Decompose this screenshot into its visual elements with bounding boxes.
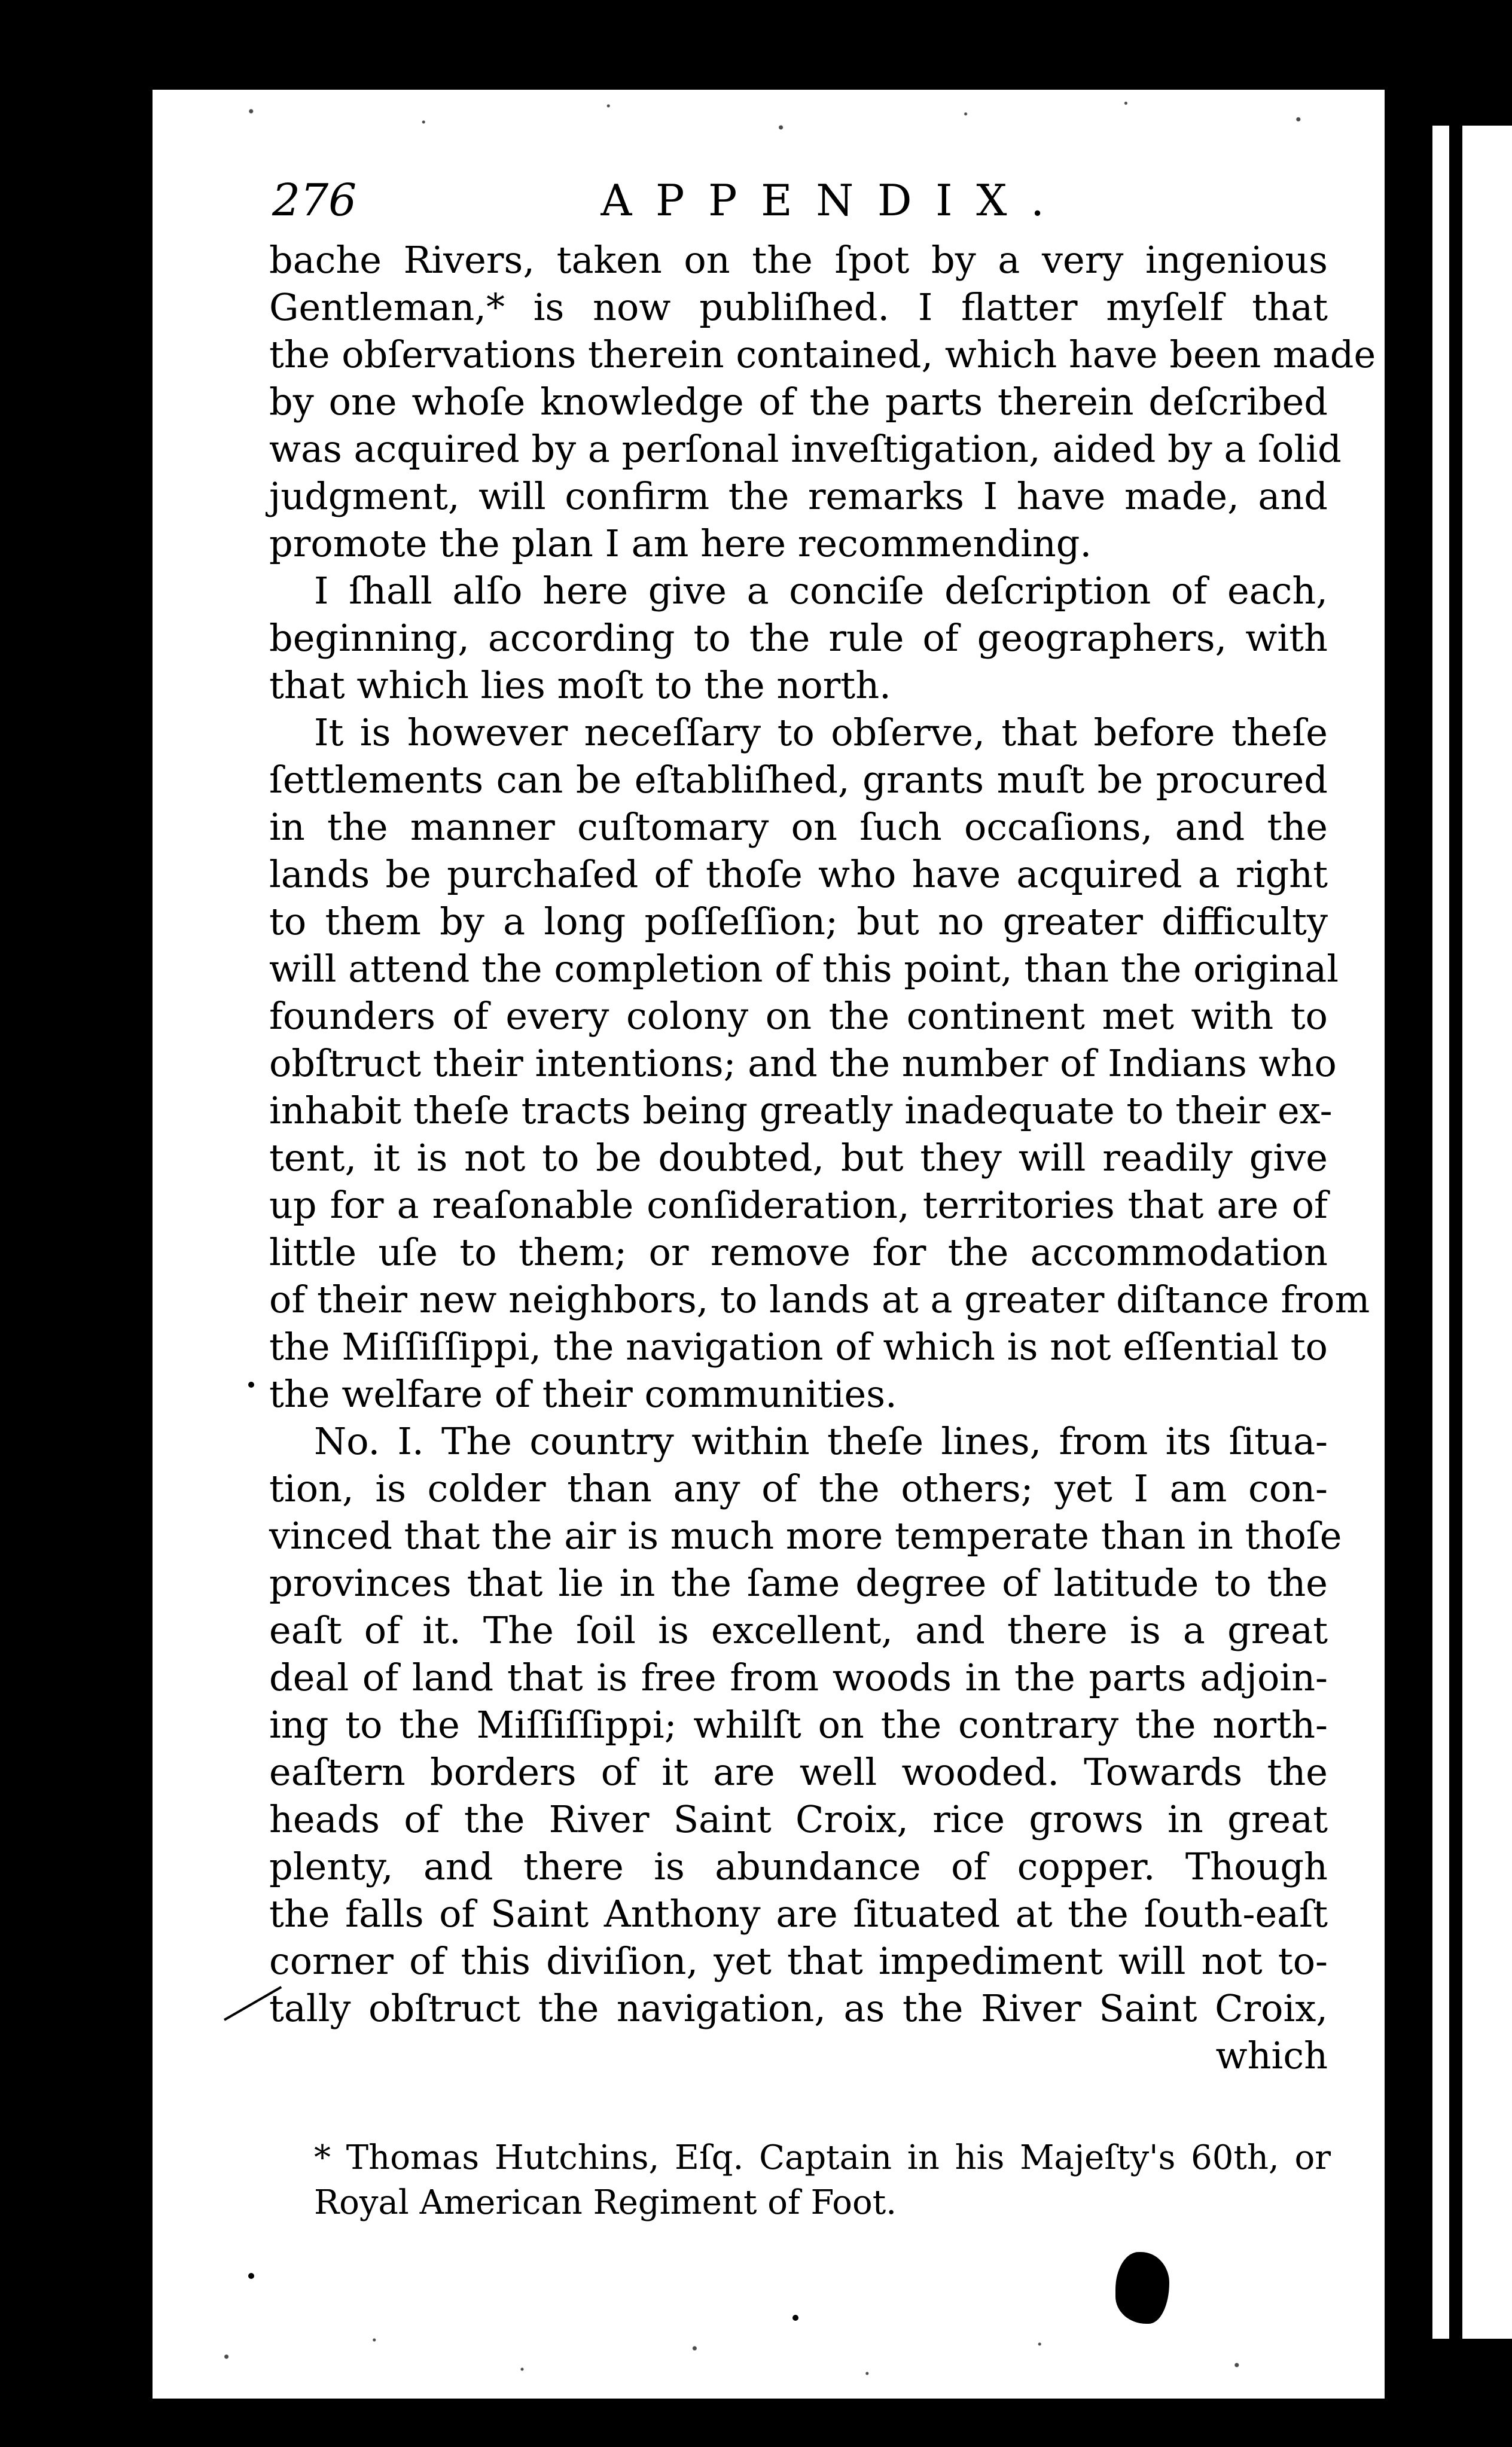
text-line: ſettlements can be eſtabliſhed, grants muſt be procured — [269, 758, 1328, 802]
text-line: No. I. The country within theſe lines, from its ſitua- — [314, 1419, 1328, 1463]
footnote-line: Royal American Regiment of Foot. — [314, 2183, 897, 2222]
margin-dot — [248, 2273, 254, 2279]
text-line: tion, is colder than any of the others; yet I am con- — [269, 1467, 1328, 1510]
text-line: deal of land that is free from woods in the parts adjoin- — [269, 1656, 1328, 1699]
text-line: heads of the River Saint Croix, rice grows in great — [269, 1797, 1328, 1841]
scan-noise-top — [153, 90, 1385, 144]
text-line: to them by a long poſſeſſion; but no greater difficulty — [269, 900, 1328, 943]
text-line: judgment, will confirm the remarks I have made, and — [269, 474, 1328, 518]
text-line: in the manner cuſtomary on ſuch occaſions, and the — [269, 805, 1328, 849]
text-line: tent, it is not to be doubted, but they will readily give — [269, 1136, 1328, 1180]
text-line: provinces that lie in the ſame degree of latitude to the — [269, 1561, 1328, 1605]
text-line: ing to the Miſſiſſippi; whilſt on the contrary the north- — [269, 1703, 1328, 1747]
text-line: the welfare of their communities. — [269, 1372, 897, 1416]
text-line: It is however neceſſary to obſerve, that before theſe — [314, 711, 1328, 754]
text-line: up for a reaſonable conſideration, territories that are of — [269, 1183, 1328, 1227]
ink-blot — [1115, 2252, 1169, 2324]
text-line: little uſe to them; or remove for the accommodation — [269, 1230, 1328, 1274]
text-line: tally obſtruct the navigation, as the River Saint Croix, — [269, 1986, 1328, 2030]
text-line: vinced that the air is much more temperate than in thoſe — [269, 1514, 1342, 1558]
text-line: founders of every colony on the continent met with to — [269, 994, 1328, 1038]
text-line: eaſtern borders of it are well wooded. Towards the — [269, 1750, 1328, 1794]
text-line: that which lies moſt to the north. — [269, 663, 891, 707]
text-line: eaſt of it. The ſoil is excellent, and there is a great — [269, 1608, 1328, 1652]
footnote — [314, 2135, 1331, 2225]
book-page — [153, 90, 1385, 2399]
margin-dot — [248, 1382, 254, 1388]
text-line: beginning, according to the rule of geographers, with — [269, 616, 1328, 660]
text-line: promote the plan I am here recommending. — [269, 522, 1092, 565]
adjacent-page-edge — [1432, 126, 1512, 2339]
text-line: the falls of Saint Anthony are ſituated at the ſouth-eaſt — [269, 1892, 1328, 1936]
running-title: APPENDIX. — [600, 175, 1068, 225]
text-line: lands be purchaſed of thoſe who have acquired a right — [269, 852, 1328, 896]
text-line: inhabit theſe tracts being greatly inadequate to their ex- — [269, 1089, 1333, 1132]
text-line: was acquired by a perſonal inveſtigation, aided by a ſolid — [269, 427, 1342, 471]
text-line: by one whoſe knowledge of the parts therein deſcribed — [269, 380, 1328, 423]
text-line: bache Rivers, taken on the ſpot by a very ingenious — [269, 238, 1328, 282]
text-line: will attend the completion of this point, than the original — [269, 947, 1339, 991]
text-line: of their new neighbors, to lands at a greater diſtance from — [269, 1278, 1370, 1321]
text-line: I ſhall alſo here give a conciſe deſcription of each, — [314, 569, 1328, 612]
page-number: 276 — [272, 175, 357, 226]
page-header — [272, 170, 1325, 230]
text-line: corner of this diviſion, yet that impediment will not to- — [269, 1939, 1328, 1983]
text-line: Gentleman,* is now publiſhed. I flatter myſelf that — [269, 285, 1328, 329]
text-line: obſtruct their intentions; and the number of Indians who — [269, 1041, 1337, 1085]
catchword: which — [1215, 2034, 1328, 2077]
text-line: plenty, and there is abundance of copper. Though — [269, 1845, 1328, 1888]
body-text — [269, 236, 1376, 2079]
text-line: the Miſſiſſippi, the navigation of which is not eſſential to — [269, 1325, 1328, 1369]
text-line: the obſervations therein contained, which have been made — [269, 333, 1376, 376]
scan-noise-bottom — [153, 2315, 1385, 2399]
footnote-line: * Thomas Hutchins, Eſq. Captain in his Majeſty's 60th, or — [314, 2138, 1331, 2177]
